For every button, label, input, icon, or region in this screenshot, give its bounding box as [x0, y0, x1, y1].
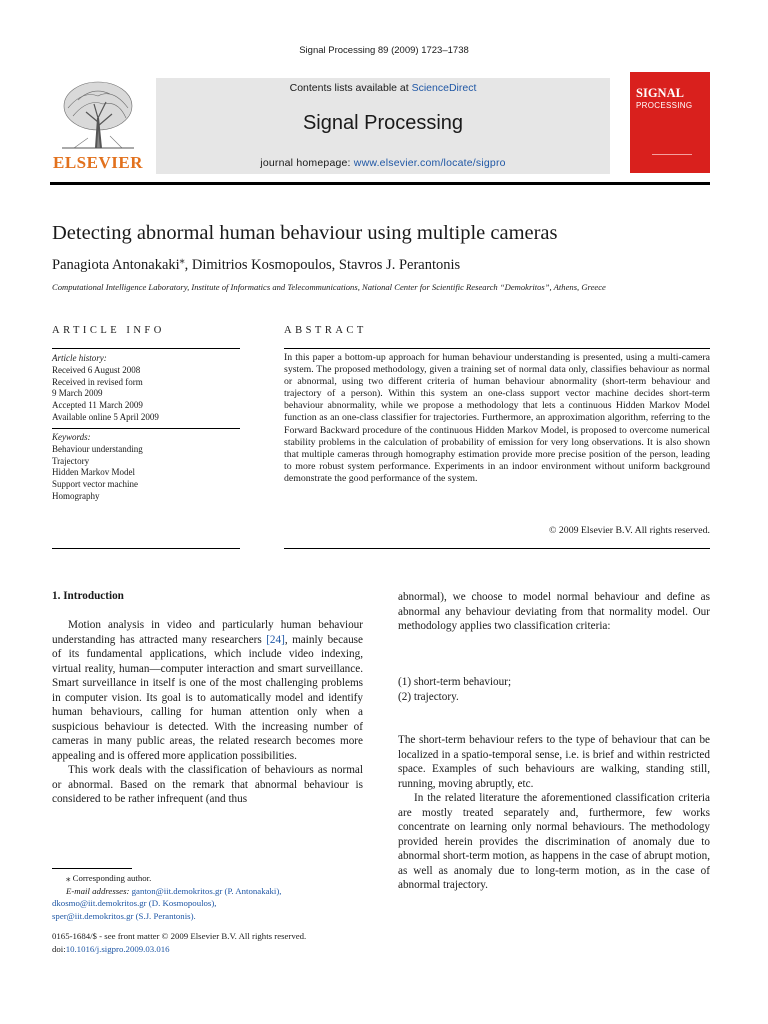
abstract-rule-top [284, 348, 710, 349]
doi-label: doi: [52, 943, 66, 954]
criteria-item: (1) short-term behaviour; [398, 676, 512, 688]
right-column-text-top [398, 590, 710, 634]
first-author: Panagiota Antonakaki [52, 256, 180, 273]
elsevier-wordmark: ELSEVIER [53, 153, 143, 172]
intro-paragraph-3: abnormal), we choose to model normal behaviour and define as abnormal any behaviour deviating from that normality model. Our methodology applies two classification criteria: [398, 591, 710, 632]
email-link-antonakaki[interactable]: ganton@iit.demokritos.gr (P. Antonakaki), [131, 885, 282, 896]
other-authors: , Dimitrios Kosmopoulos, Stavros J. Perantonis [184, 256, 461, 273]
email-label: E-mail addresses: [66, 885, 132, 896]
corresponding-author-note: ⁎ Corresponding author. [66, 873, 152, 883]
tree-logo-icon [48, 78, 148, 152]
cover-divider [652, 154, 692, 155]
author-list [52, 255, 460, 274]
journal-citation: Signal Processing 89 (2009) 1723–1738 [299, 45, 469, 56]
journal-cover-image [630, 72, 710, 173]
keywords-label: Keywords: [52, 432, 91, 442]
contents-line [156, 82, 610, 94]
left-column-text [52, 618, 363, 807]
keyword: Hidden Markov Model [52, 467, 135, 478]
intro-paragraph-2: This work deals with the classification of behaviours as normal or abnormal. Based on the remark that abnormal behaviour is considered to be rather infrequent (and thus [52, 764, 363, 805]
abstract-heading: ABSTRACT [284, 325, 367, 336]
cover-title: SIGNAL [636, 86, 684, 100]
email-link-kosmopoulos[interactable]: dkosmo@iit.demokritos.gr (D. Kosmopoulos), [52, 898, 217, 908]
history-item: Accepted 11 March 2009 [52, 400, 143, 411]
history-item: 9 March 2009 [52, 388, 103, 399]
contents-prefix: Contents lists available at [289, 82, 412, 94]
history-item: Received 6 August 2008 [52, 364, 141, 375]
cover-subtitle: PROCESSING [636, 101, 693, 110]
paper-title: Detecting abnormal human behaviour using multiple cameras [52, 222, 558, 244]
homepage-prefix: journal homepage: [260, 157, 354, 169]
article-info-rule-top [52, 348, 240, 349]
sciencedirect-link[interactable]: ScienceDirect [411, 82, 477, 94]
front-matter-block [52, 930, 372, 955]
reference-link-24[interactable]: [24] [266, 633, 285, 646]
abstract-text: In this paper a bottom-up approach for human behaviour understanding is presented, using a multi-camera system. The proposed methodology, given a training set of normal data only, classifies behaviour as normal or abnormal, using two different criteria of human behaviour abnormality (short-term behaviour and trajectory of a person). Within this system an one-class support vector machine decides short-term behaviour abnormality, while we propose a methodology that lets a continuous Hidden Markov Model function as an one-class classifier for trajectories. Furthermore, an approximation algorithm, referring to the Forward Backward procedure of the continuous Hidden Markov Model, is proposed to overcome numerical stability problems in the calculation of probability of emission for very long observations. It is also shown that multiple cameras through homography estimation provide more precise position of the person, leading to more robust system performance. Experiments in an indoor environment without uniform background demonstrate the good performance of the system. [284, 352, 710, 484]
keywords-rule [52, 428, 240, 429]
history-item: Available online 5 April 2009 [52, 411, 159, 422]
right-column-text-bottom [398, 733, 710, 893]
email-link-perantonis[interactable]: sper@iit.demokritos.gr (S.J. Perantonis). [52, 910, 196, 921]
article-history [52, 353, 240, 424]
intro-paragraph-1 [52, 618, 363, 763]
article-info-heading: ARTICLE INFO [52, 325, 165, 336]
history-label: Article history: [52, 353, 107, 363]
intro-p1-end: , mainly because of its fundamental applications, which include video indexing, virtual reality, human––computer interaction and smart surveillance. Smart surveillance in itself is one of the most challenging problems in computer vision. Its goal is to automatically model and identify human behaviours, calling for human attention only when a suspicious behaviour is detected. With the increasing number of cameras in many public areas, the related research becomes more appealing and is offered more application possibilities. [52, 633, 363, 762]
history-item: Received in revised form [52, 376, 143, 387]
footnotes [52, 872, 363, 922]
criteria-list [398, 675, 710, 705]
intro-paragraph-4: The short-term behaviour refers to the type of behaviour that can be localized in a spatio-temporal sense, i.e. is brief and within restricted space. Examples of such behaviours are walking, standing still, running, moving abruptly, etc. [398, 734, 710, 790]
doi-link[interactable]: 10.1016/j.sigpro.2009.03.016 [65, 943, 170, 954]
intro-paragraph-5: In the related literature the aforementioned classification criteria are mostly treated separately and, furthermore, few works concentrate on learning only normal behaviours. The methodology provided herein provides the discrimination of anomaly due to abnormal short-term motion, as happens in the case of abrupt motion, as well as anomaly due to long-term motion, as in the case of abnormal trajectory. [398, 792, 710, 891]
section-heading-introduction: 1. Introduction [52, 590, 124, 602]
keyword: Behaviour understanding [52, 443, 143, 454]
keyword: Homography [52, 490, 100, 501]
article-info-rule-bottom [52, 548, 240, 549]
keyword: Trajectory [52, 455, 90, 466]
affiliation: Computational Intelligence Laboratory, Institute of Informatics and Telecommunications, National Center for Scientific Research “Demokritos”, Athens, Greece [52, 282, 606, 292]
intro-p1-start: Motion analysis in video and particularly human behaviour understanding has attracted many researchers [52, 619, 363, 646]
keywords-list [52, 432, 240, 503]
keyword: Support vector machine [52, 479, 138, 490]
homepage-link[interactable]: www.elsevier.com/locate/sigpro [353, 157, 506, 169]
journal-title: Signal Processing [302, 112, 464, 134]
abstract-copyright: © 2009 Elsevier B.V. All rights reserved. [549, 525, 710, 536]
criteria-item: (2) trajectory. [398, 691, 459, 703]
homepage-line [156, 157, 610, 169]
header-rule [50, 182, 710, 185]
issn-line: 0165-1684/$ - see front matter © 2009 Elsevier B.V. All rights reserved. [52, 931, 307, 941]
corresponding-mark[interactable]: ⁎ [179, 255, 185, 266]
abstract-rule-bottom [284, 548, 710, 549]
footnote-rule [52, 868, 132, 869]
